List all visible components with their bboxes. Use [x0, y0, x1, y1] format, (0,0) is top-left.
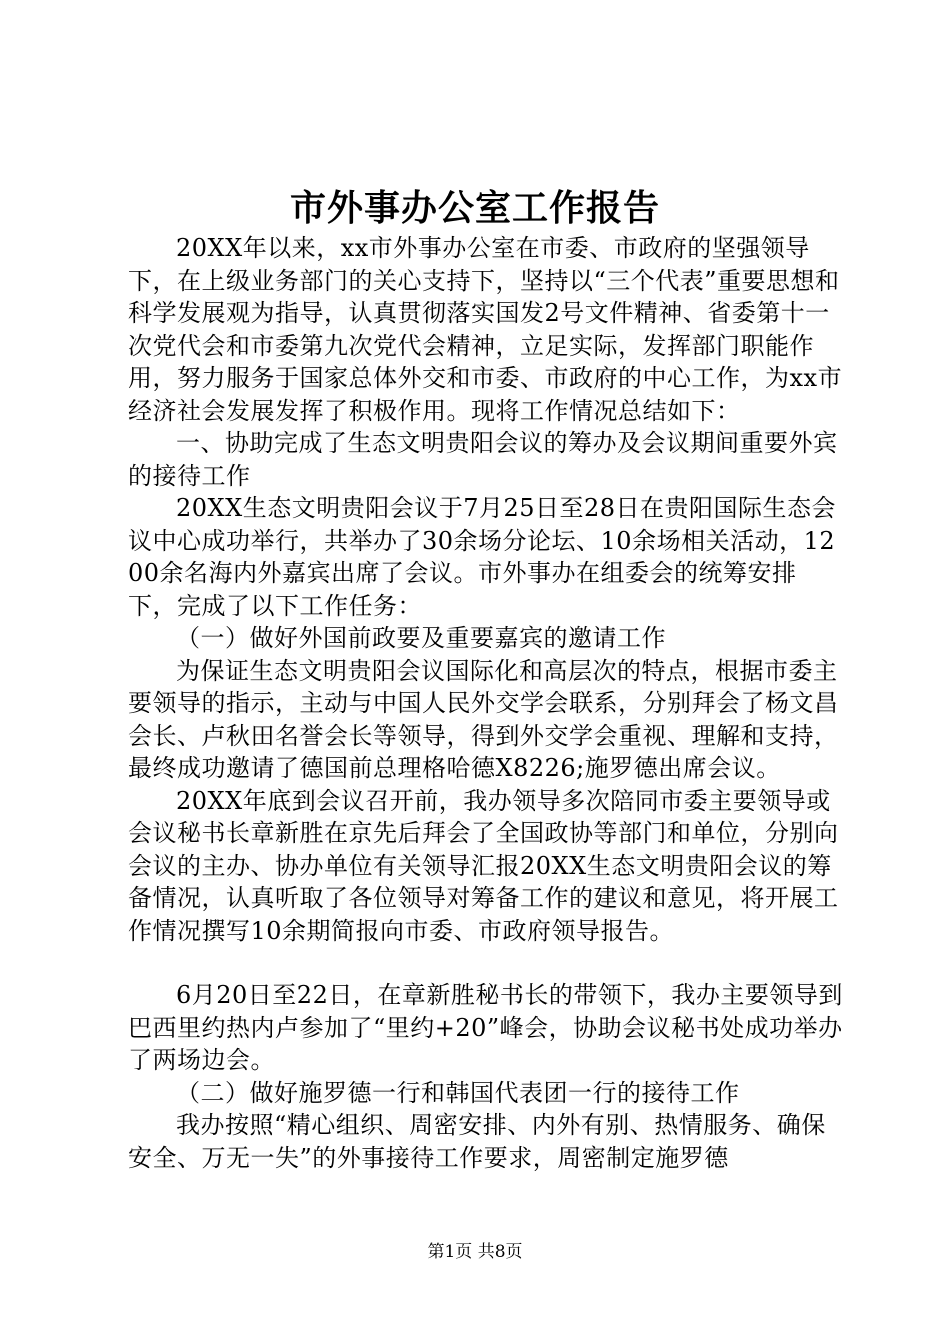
paragraph-reception: 我办按照“精心组织、周密安排、内外有别、热情服务、确保安全、万无一失”的外事接待工作要求，周密制定施罗德: [128, 1111, 826, 1172]
document-body: [128, 232, 844, 1174]
paragraph-conference: 20XX生态文明贵阳会议于7月25日至28日在贵阳国际生态会议中心成功举行，共举办了30余场分论坛、10余场相关活动，1200余名海内外嘉宾出席了会议。市外事办在组委会的统筹安排下，完成了以下工作任务：: [128, 494, 837, 620]
document-title: 市外事办公室工作报告: [289, 187, 660, 229]
paragraph-preparation: 20XX年底到会议召开前，我办领导多次陪同市委主要领导或会议秘书长章新胜在京先后拜会了全国政协等部门和单位，分别向会议的主办、协办单位有关领导汇报20XX生态文明贵阳会议的筹备情况，认真听取了各位领导对筹备工作的建议和意见，将开展工作情况撰写10余期简报向市委、市政府领导报告。: [128, 786, 839, 945]
page-footer: 第1页 共8页: [427, 1242, 523, 1262]
paragraph-invitation: 为保证生态文明贵阳会议国际化和高层次的特点，根据市委主要领导的指示，主动与中国人民外交学会联系，分别拜会了杨文昌会长、卢秋田名誉会长等领导，得到外交学会重视、理解和支持，最终成功邀请了德国前总理格哈德X8226;施罗德出席会议。: [128, 656, 839, 782]
subsection-heading-1: （一）做好外国前政要及重要嘉宾的邀请工作: [176, 624, 666, 652]
subsection-heading-2: （二）做好施罗德一行和韩国代表团一行的接待工作: [176, 1078, 740, 1107]
section-heading-1: 一、协助完成了生态文明贵阳会议的筹办及会议期间重要外宾的接待工作: [128, 429, 838, 490]
paragraph-rio-summit: 6月20日至22日，在章新胜秘书长的带领下，我办主要领导到巴西里约热内卢参加了“里约+20”峰会，协助会议秘书处成功举办了两场边会。: [128, 981, 843, 1074]
paragraph-intro: 20XX年以来，xx市外事办公室在市委、市政府的坚强领导下，在上级业务部门的关心支持下，坚持以“三个代表”重要思想和科学发展观为指导，认真贯彻落实国发2号文件精神、省委第十一次党代会和市委第九次党代会精神，立足实际，发挥部门职能作用，努力服务于国家总体外交和市委、市政府的中心工作，为xx市经济社会发展发挥了积极作用。现将工作情况总结如下：: [128, 234, 843, 425]
